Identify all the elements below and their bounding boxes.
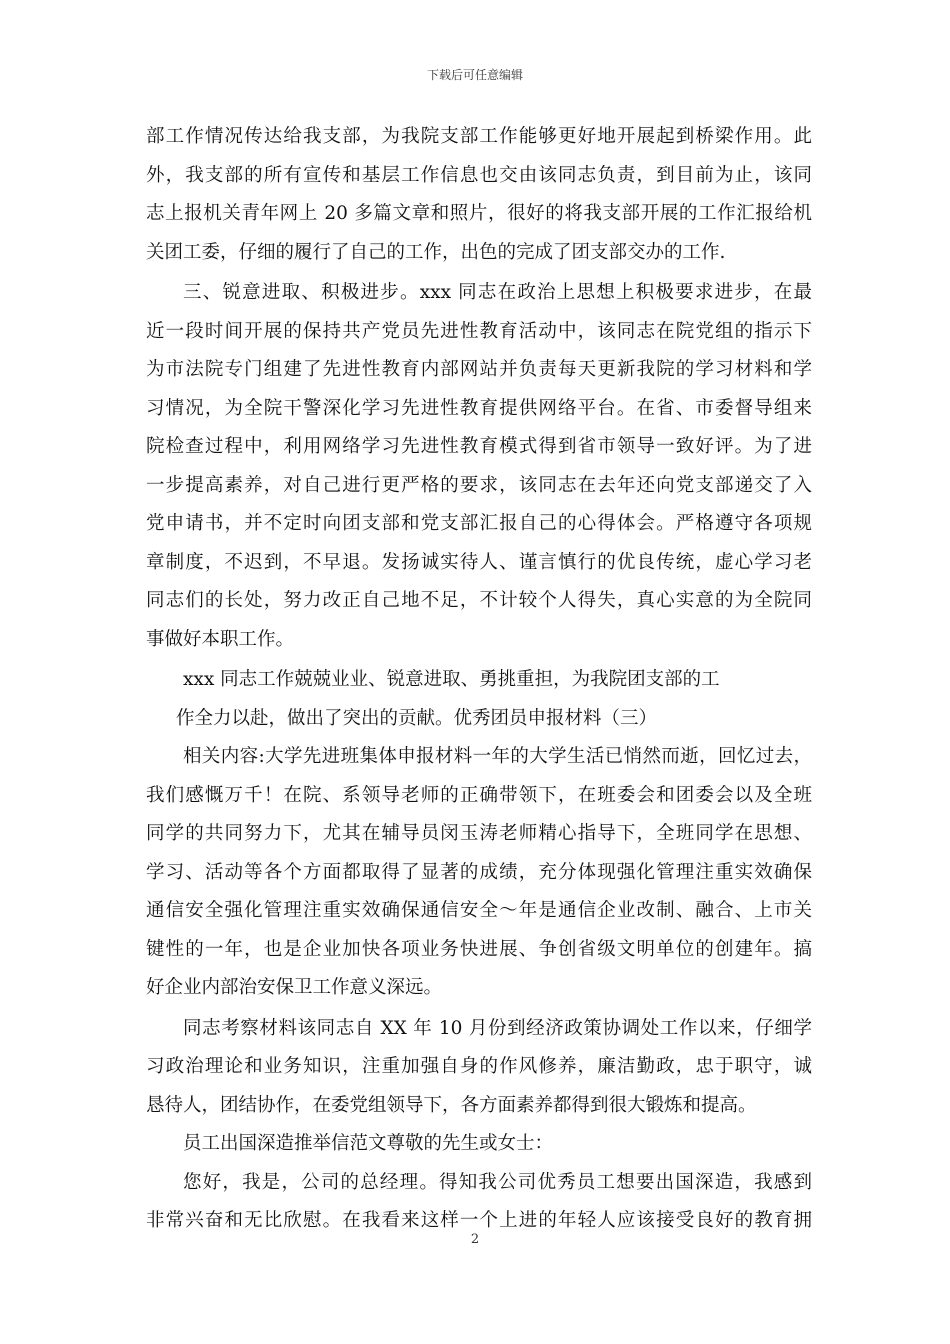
text-line: 我们感慨万千！在院、系领导老师的正确带领下，在班委会和团委会以及全班 <box>146 784 812 806</box>
text-line: 党申请书，并不定时向团支部和党支部汇报自己的心得体会。严格遵守各项规 <box>146 513 812 534</box>
text-line: 通信安全强化管理注重实效确保通信安全～年是通信企业改制、融合、上市关 <box>146 900 812 921</box>
paragraph-start-line: 三、锐意进取、积极进步。xxx 同志在政治上思想上积极要求进步，在最 <box>183 282 812 303</box>
paragraph-start-line: xxx 同志工作兢兢业业、锐意进取、勇挑重担，为我院团支部的工 <box>183 669 720 690</box>
text-line: 非常兴奋和无比欣慰。在我看来这样一个上进的年轻人应该接受良好的教育拥 <box>146 1210 812 1231</box>
paragraph-start-line: 相关内容:大学先进班集体申报材料一年的大学生活已悄然而逝，回忆过去， <box>183 746 812 767</box>
text-line: 习政治理论和业务知识，注重加强自身的作风修养，廉洁勤政，忠于职守，诚 <box>146 1056 812 1077</box>
text-line: 近一段时间开展的保持共产党员先进性教育活动中，该同志在院党组的指示下 <box>146 320 812 342</box>
text-line: 学习、活动等各个方面都取得了显著的成绩，充分体现强化管理注重实效确保 <box>146 861 812 883</box>
text-line: 恳待人，团结协作，在委党组领导下，各方面素养都得到很大锻炼和提高。 <box>146 1094 757 1116</box>
text-line: 键性的一年，也是企业加快各项业务快进展、争创省级文明单位的创建年。搞 <box>146 938 812 960</box>
paragraph-start-line: 员工出国深造推举信范文尊敬的先生或女士： <box>183 1133 554 1154</box>
page-number: 2 <box>470 1232 480 1247</box>
text-line: 部工作情况传达给我支部，为我院支部工作能够更好地开展起到桥梁作用。此 <box>146 126 812 147</box>
text-line: 志上报机关青年网上 20 多篇文章和照片，很好的将我支部开展的工作汇报给机 <box>146 203 812 224</box>
page-header: 下载后可任意编辑 <box>426 68 523 82</box>
text-line: 一步提高素养，对自己进行更严格的要求，该同志在去年还向党支部递交了入 <box>146 474 812 496</box>
text-line: 好企业内部治安保卫工作意义深远。 <box>146 977 443 998</box>
text-line: 作全力以赴，做出了突出的贡献。优秀团员申报材料（三） <box>176 707 658 729</box>
text-line: 同学的共同努力下，尤其在辅导员闵玉涛老师精心指导下，全班同学在思想、 <box>146 823 812 844</box>
text-line: 为市法院专门组建了先进性教育内部网站并负责每天更新我院的学习材料和学 <box>146 359 812 380</box>
text-line: 外，我支部的所有宣传和基层工作信息也交由该同志负责，到目前为止，该同 <box>146 164 812 186</box>
text-line: 同志们的长处，努力改正自己地不足，不计较个人得失，真心实意的为全院同 <box>146 590 812 611</box>
text-line: 事做好本职工作。 <box>146 628 295 650</box>
text-line: 章制度，不迟到，不早退。发扬诚实待人、谨言慎行的优良传统，虚心学习老 <box>146 551 812 573</box>
document-body <box>146 118 812 1241</box>
text-line: 院检查过程中，利用网络学习先进性教育模式得到省市领导一致好评。为了进 <box>146 436 812 457</box>
text-line: 习情况，为全院干警深化学习先进性教育提供网络平台。在省、市委督导组来 <box>146 397 812 419</box>
text-line: 关团工委，仔细的履行了自己的工作，出色的完成了团支部交办的工作. <box>146 241 726 263</box>
paragraph-start-line: 您好，我是，公司的总经理。得知我公司优秀员工想要出国深造，我感到 <box>183 1171 812 1193</box>
paragraph-start-line: 同志考察材料该同志自 XX 年 10 月份到经济政策协调处工作以来，仔细学 <box>183 1017 812 1039</box>
